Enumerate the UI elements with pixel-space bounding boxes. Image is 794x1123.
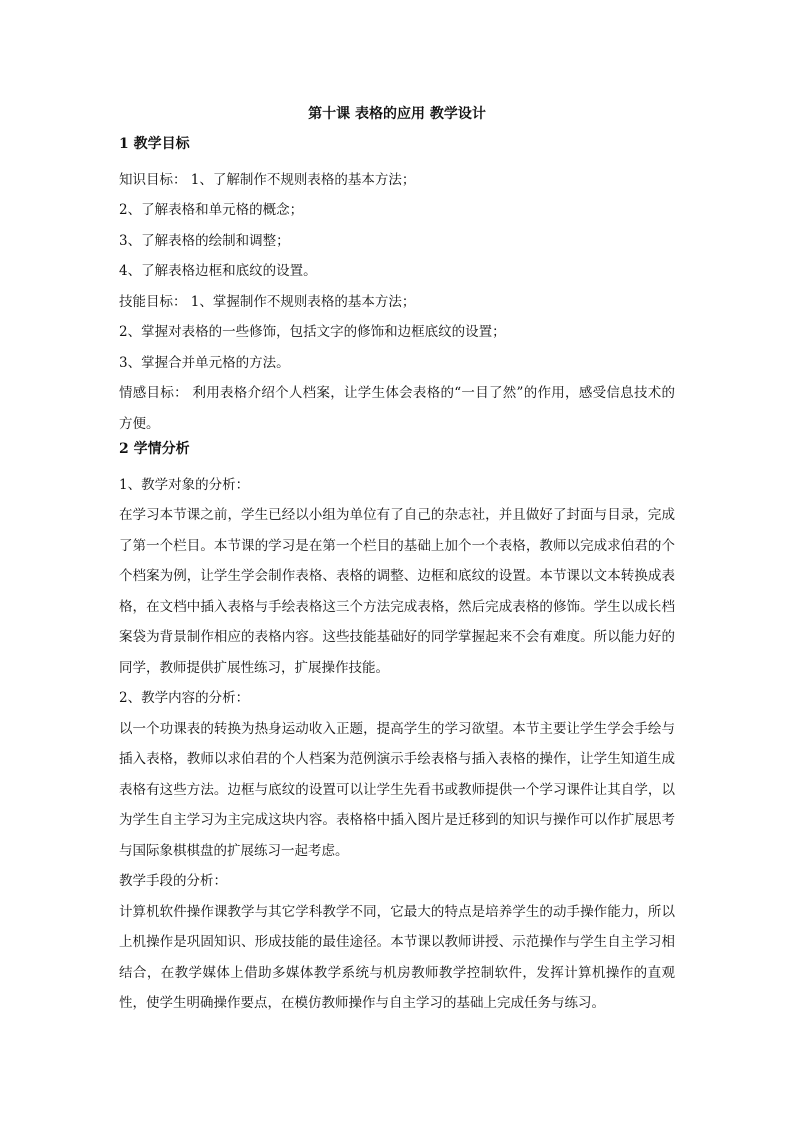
goal-line: 2、了解表格和单元格的概念；: [119, 202, 304, 218]
goal-line: 3、了解表格的绘制和调整；: [119, 232, 290, 249]
section-heading-student-analysis: 2 学情分析: [119, 441, 190, 457]
goal-line: 技能目标： 1、掌握制作不规则表格的基本方法；: [119, 293, 416, 310]
goal-line: 4、了解表格边框和底纹的设置。: [119, 263, 317, 279]
method-analysis-paragraph: 计算机软件操作课教学与其它学科教学不同，它最大的特点是培养学生的动手操作能力，所以上机操作是巩固知识、形成技能的最佳途径。本节课以教师讲授、示范操作与学生自主学习相结合，在教学媒体上借助多媒体教学系统与机房教师教学控制软件，发挥计算机操作的直观性，使学生明确操作要点，在模仿教师操作与自主学习的基础上完成任务与练习。: [119, 903, 675, 1011]
section-heading-teaching-goals: 1 教学目标: [119, 136, 190, 152]
emotion-goal-paragraph: 情感目标： 利用表格介绍个人档案，让学生体会表格的“一目了然”的作用，感受信息技术的方便。: [119, 385, 675, 432]
subsection-label: 2、教学内容的分析：: [119, 690, 250, 706]
subsection-label: 教学手段的分析：: [119, 873, 227, 889]
document-title: 第十课 表格的应用 教学设计: [308, 106, 486, 122]
goal-line: 2、掌握对表格的一些修饰，包括文字的修饰和边框底纹的设置；: [119, 324, 506, 340]
goal-line: 知识目标： 1、了解制作不规则表格的基本方法；: [119, 171, 416, 188]
student-analysis-paragraph: 在学习本节课之前，学生已经以小组为单位有了自己的杂志社，并且做好了封面与目录，完成了第一个栏目。本节课的学习是在第一个栏目的基础上加个一个表格，教师以完成求伯君的个个档案为例，让学生学会制作表格、表格的调整、边框和底纹的设置。本节课以文本转换成表格，在文档中插入表格与手绘表格这三个方法完成表格，然后完成表格的修饰。学生以成长档案袋为背景制作相应的表格内容。这些技能基础好的同学掌握起来不会有难度。所以能力好的同学，教师提供扩展性练习，扩展操作技能。: [119, 507, 675, 676]
subsection-label: 1、教学对象的分析：: [119, 476, 250, 493]
document-page: [119, 104, 675, 1019]
content-analysis-paragraph: 以一个功课表的转换为热身运动收入正题，提高学生的学习欲望。本节主要让学生学会手绘与插入表格，教师以求伯君的个人档案为范例演示手绘表格与插入表格的操作，让学生知道生成表格有这些方法。边框与底纹的设置可以让学生先看书或教师提供一个学习课件让其自学，以为学生自主学习为主完成这块内容。表格格中插入图片是迁移到的知识与操作可以作扩展思考与国际象棋棋盘的扩展练习一起考虑。: [119, 720, 675, 859]
goal-line: 3、掌握合并单元格的方法。: [119, 354, 290, 371]
